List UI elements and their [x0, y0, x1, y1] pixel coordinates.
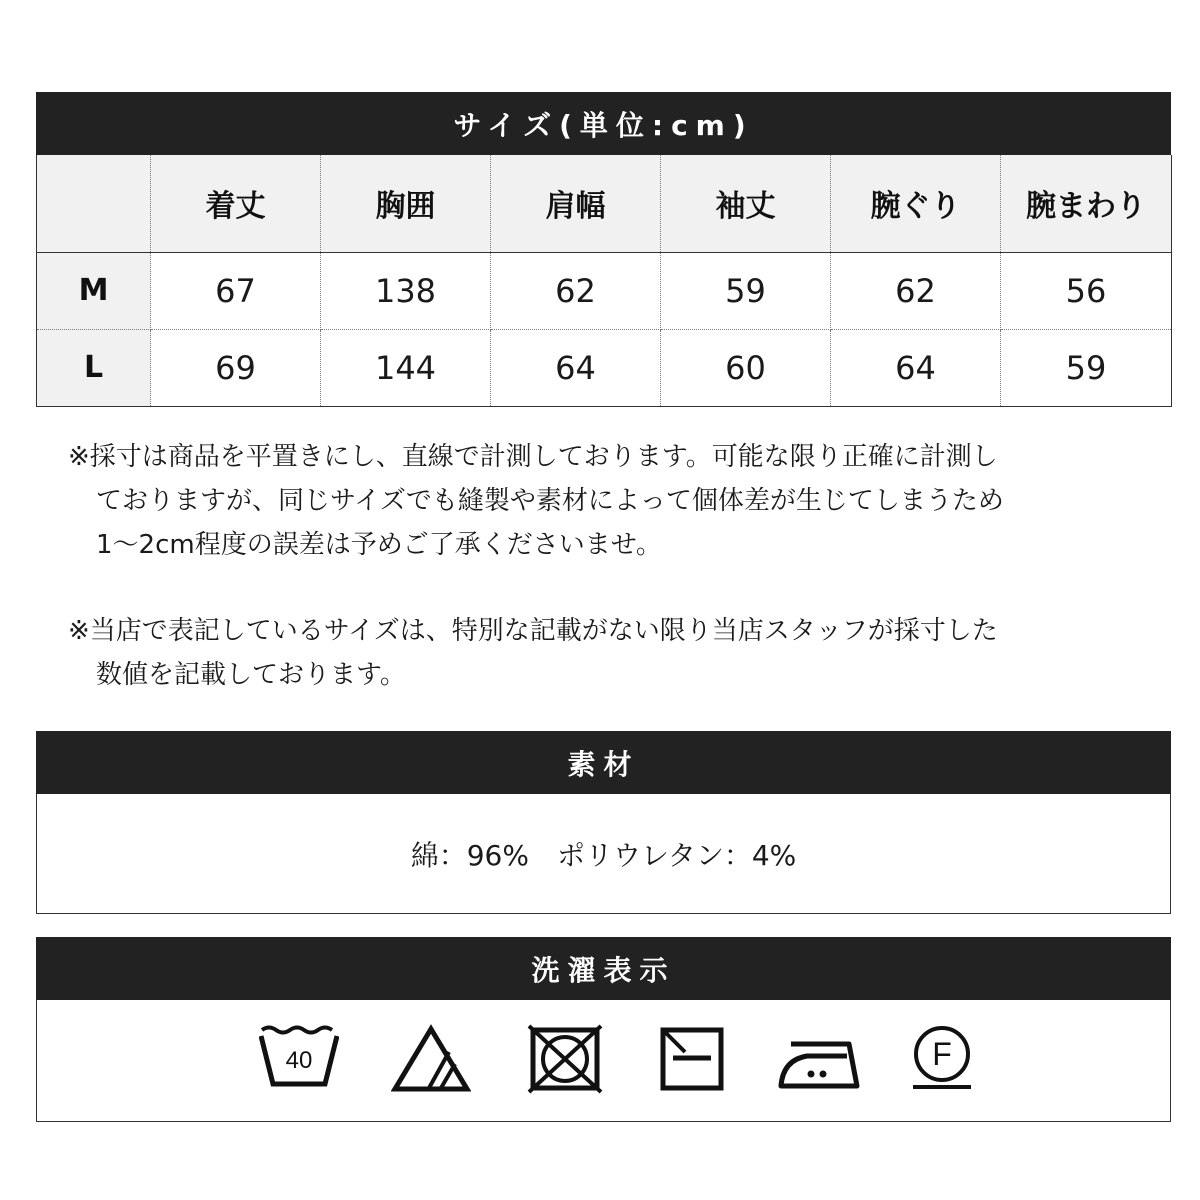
size-section-title: サイズ(単位:cm) [453, 108, 754, 142]
size-table-corner-cell [37, 155, 151, 252]
no-tumble-dry-icon [527, 1024, 603, 1094]
table-row [37, 252, 1172, 329]
dry-clean-letter: F [932, 1036, 952, 1072]
table-cell: 60 [661, 329, 831, 406]
table-cell: 56 [1001, 252, 1172, 329]
note-line: ておりますが、同じサイズでも縫製や素材によって個体差が生じてしまうため [96, 486, 1004, 516]
size-label: L [37, 329, 151, 406]
size-table [36, 155, 1172, 407]
table-cell: 62 [491, 252, 661, 329]
line-dry-shade-icon [659, 1024, 729, 1094]
material-box [36, 794, 1171, 914]
dry-clean-f-icon [911, 1024, 977, 1094]
wash-temperature-label: 40 [285, 1047, 313, 1074]
material-section-title: 素材 [567, 747, 640, 781]
table-cell: 67 [151, 252, 321, 329]
note-line: 数値を記載しております。 [96, 660, 406, 690]
care-section-title: 洗濯表示 [531, 953, 676, 987]
table-cell: 64 [491, 329, 661, 406]
column-header: 腕まわり [1001, 155, 1172, 252]
material-composition: 綿：96% ポリウレタン：4% [410, 838, 797, 872]
measurement-note [68, 435, 1108, 567]
note-line: 1～2cm程度の誤差は予めご了承くださいませ。 [96, 530, 662, 560]
column-header: 袖丈 [661, 155, 831, 252]
table-cell: 59 [661, 252, 831, 329]
bleach-triangle-icon [391, 1024, 471, 1094]
note-line: ※当店で表記しているサイズは、特別な記載がない限り当店スタッフが採寸した [68, 616, 998, 646]
column-header: 着丈 [151, 155, 321, 252]
care-symbols-box [36, 1000, 1171, 1122]
size-section-header [36, 92, 1171, 155]
wash-tub-40-icon [259, 1024, 339, 1094]
table-cell: 69 [151, 329, 321, 406]
table-cell: 138 [321, 252, 491, 329]
column-header: 肩幅 [491, 155, 661, 252]
iron-low-icon [777, 1024, 861, 1094]
size-table-header-row [37, 155, 1172, 252]
care-section-header [36, 937, 1171, 1000]
material-section-header [36, 731, 1171, 794]
table-cell: 59 [1001, 329, 1172, 406]
table-cell: 144 [321, 329, 491, 406]
table-cell: 62 [831, 252, 1001, 329]
size-label: M [37, 252, 151, 329]
staff-measurement-note [68, 609, 1108, 697]
table-cell: 64 [831, 329, 1001, 406]
column-header: 腕ぐり [831, 155, 1001, 252]
table-row [37, 329, 1172, 406]
column-header: 胸囲 [321, 155, 491, 252]
note-line: ※採寸は商品を平置きにし、直線で計測しております。可能な限り正確に計測し [68, 442, 998, 472]
